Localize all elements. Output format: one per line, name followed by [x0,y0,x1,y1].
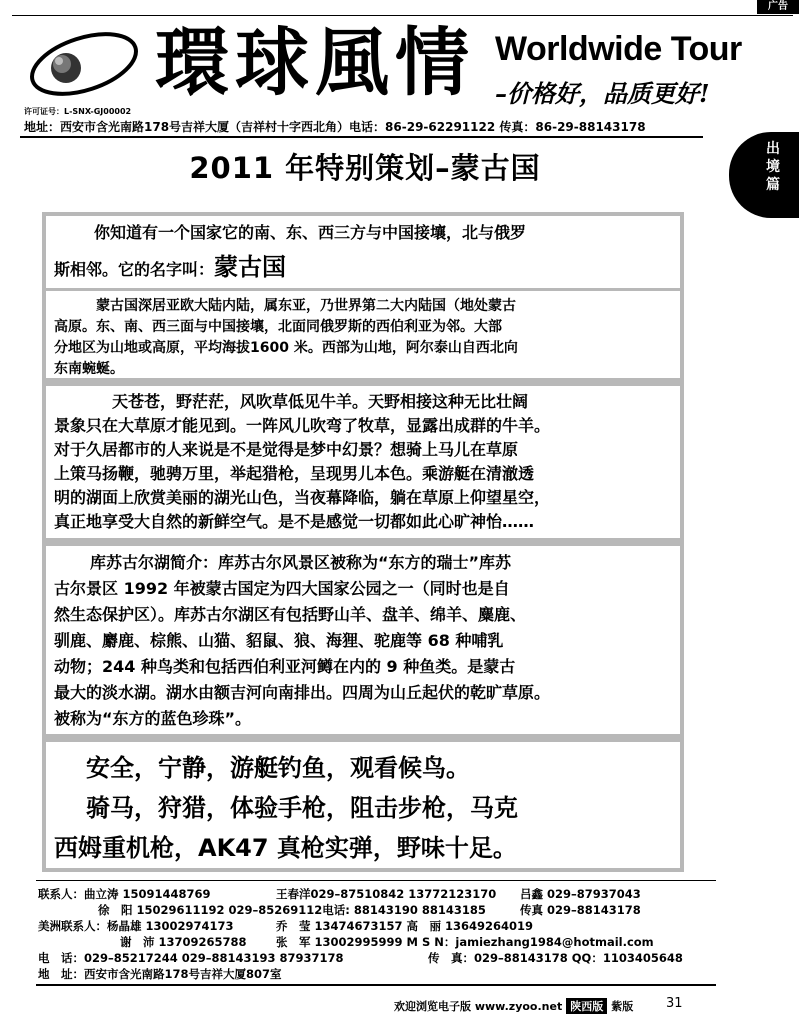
grassland-line: 上策马扬鞭，驰骋万里，举起猎枪，呈现男儿本色。乘游艇在清澈透 [54,464,535,483]
contact-cell: 电 话：029–85217244 029–88143193 87937178 [38,951,344,965]
side-tab [729,132,799,218]
contact-cell: 徐 阳 15029611192 029–85269112电话: 88143190 88143185 [98,903,486,917]
contact-row [38,966,718,982]
contact-cell: 王春洋029–87510842 13772123170 [276,887,497,901]
contact-row [38,934,718,950]
contact-cell: 张 军 13002995999 M S N：jamiezhang1984@hotmail.com [276,935,654,949]
contact-block [38,886,718,982]
contact-row [38,902,718,918]
contact-cell: 传 真：029–88143178 QQ：1103405648 [428,951,683,965]
lake-line: 库苏古尔湖简介：库苏古尔风景区被称为“东方的瑞士”库苏 [90,553,512,572]
contact-row [38,886,718,902]
geo-line: 蒙古国深居亚欧大陆内陆，属东亚，乃世界第二大内陆国（地处蒙古 [96,298,516,314]
intro-line-2 [46,243,680,286]
country-name: 蒙古国 [214,253,287,281]
intro-line-1: 你知道有一个国家它的南、东、西三方与中国接壤，北与俄罗 [94,223,527,242]
footer [394,998,633,1014]
lake-line: 最大的淡水湖。湖水由额吉河向南排出。四周为山丘起伏的乾旷草原。 [54,683,551,702]
slogan: –价格好，品质更好! [495,79,710,108]
grassland-line: 天苍苍，野茫茫，风吹草低见牛羊。天野相接这种无比壮阔 [112,392,529,411]
activity-line: 安全，宁静，游艇钓鱼，观看候鸟。 [86,754,470,782]
activity-line: 西姆重机枪，AK47 真枪实弹，野味十足。 [54,834,517,862]
contact-row [38,950,718,966]
edition-label: 紫版 [611,1000,634,1013]
globe-logo-icon [26,24,152,102]
contact-cell: 地 址：西安市含光南路178号吉祥大厦807室 [38,967,282,981]
contacts-top-rule [36,880,716,881]
brand-name-english: Worldwide Tour [495,30,742,68]
contact-cell: 谢 沛 13709265788 [120,935,247,949]
lake-line: 古尔景区 1992 年被蒙古国定为四大国家公园之一（同时也是自 [54,579,510,598]
page-title: 2011 年特别策划–蒙古国 [189,151,541,185]
license-number: 许可证号：L-SNX-GJ00002 [24,107,132,116]
activity-line: 骑马，狩猎，体验手枪，阻击步枪，马克 [86,794,518,822]
header-rule [20,136,703,138]
geo-line: 分地区为山地或高原，平均海拔1600 米。西部为山地，阿尔泰山自西北向 [54,340,518,356]
contact-cell: 乔 莹 13474673157 高 丽 13649264019 [276,919,534,933]
lake-line: 被称为“东方的蓝色珍珠”。 [54,709,252,728]
intro-text: 斯相邻。它的名字叫： [54,260,215,279]
grassland-line: 明的湖面上欣赏美丽的湖光山色，当夜幕降临，躺在草原上仰望星空， [54,488,551,507]
lake-panel [42,542,684,738]
contact-row [38,918,718,934]
lake-line: 驯鹿、麝鹿、棕熊、山猫、貂鼠、狼、海狸、驼鹿等 68 种哺乳 [54,631,504,650]
activities-panel [42,738,684,872]
lake-line: 动物；244 种鸟类和包括西伯利亚河鳟在内的 9 种鱼类。是蒙古 [54,657,516,676]
contacts-bottom-rule [36,984,716,986]
brand-name-chinese: 環球風情 [155,20,475,106]
contact-cell: 联系人：曲立涛 15091448769 [38,887,211,901]
geo-line: 高原。东、南、西三面与中国接壤，北面同俄罗斯的西伯利亚为邻。大部 [54,319,502,335]
footer-welcome: 欢迎浏览电子版 www.zyoo.net [394,1000,563,1013]
grassland-line: 对于久居都市的人来说是不是觉得是梦中幻景？想骑上马儿在草原 [54,440,519,459]
contact-cell: 美洲联系人：杨晶雄 13002974173 [38,919,234,933]
top-rule [12,15,793,16]
contact-cell: 吕鑫 029–87937043 [520,887,641,901]
intro-panel [42,212,684,382]
edition-badge: 陕西版 [566,998,607,1014]
page-number: 31 [666,996,683,1011]
address-line: 地址：西安市含光南路178号吉祥大厦（吉祥村十字西北角）电话：86-29-62291122 传真：86-29-88143178 [24,120,646,134]
ad-label: 广告 [757,0,799,14]
lake-line: 然生态保护区）。库苏古尔湖区有包括野山羊、盘羊、绵羊、麋鹿、 [54,605,527,624]
side-tab-label: 出境篇 [766,141,780,193]
grassland-line: 景象只在大草原才能见到。一阵风儿吹弯了牧草，显露出成群的牛羊。 [54,416,551,435]
contact-cell: 传真 029–88143178 [520,903,641,917]
grassland-line: 真正地享受大自然的新鲜空气。是不是感觉一切都如此心旷神怡…… [54,512,535,531]
grassland-panel [42,382,684,542]
geo-line: 东南蜿蜒。 [54,361,124,377]
geography-section [46,288,680,380]
